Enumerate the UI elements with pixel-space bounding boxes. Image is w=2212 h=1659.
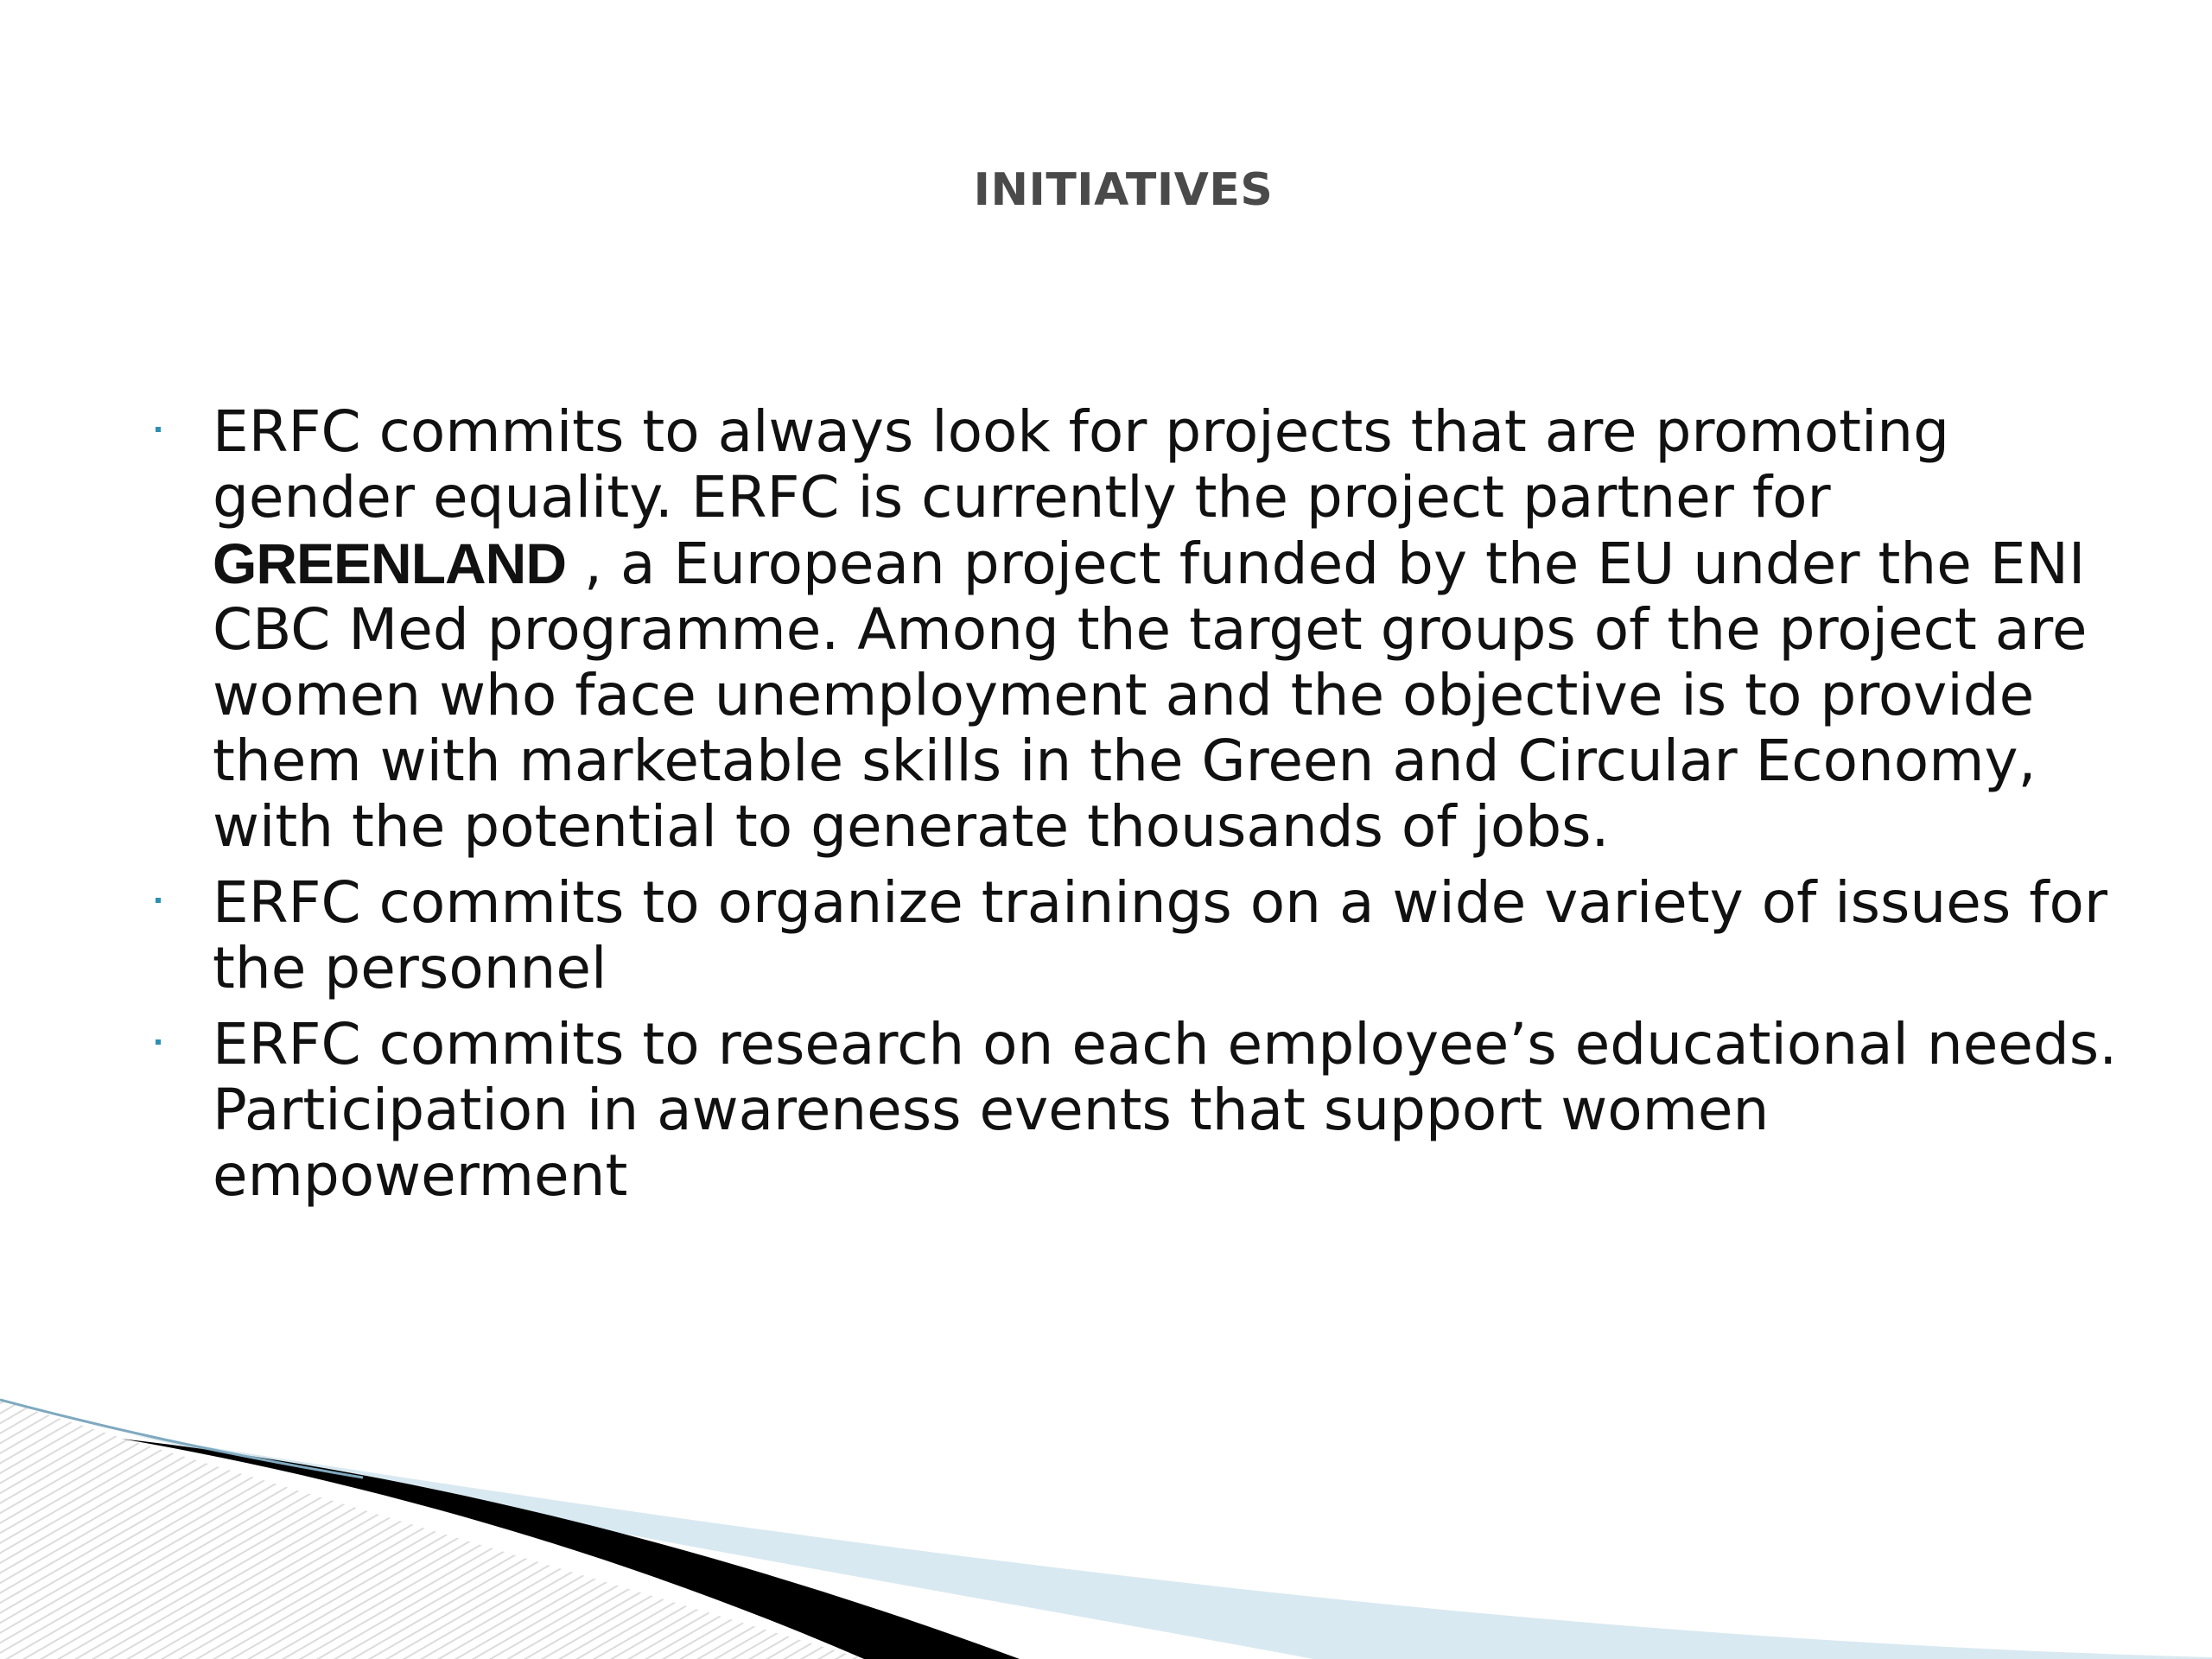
bullet-1-rest: , a European project funded by the EU under the ENI CBC Med programme. Among the target groups of the project are women who face unemployment and the objective is to provide them with marketable skills in the Green and Circular Economy, with the potential to generate thousands of jobs. — [213, 531, 2088, 860]
bullet-item-3 — [149, 1012, 2127, 1209]
decorative-swoosh — [0, 1382, 2212, 1659]
bullet-item-2 — [149, 870, 2127, 1001]
bullet-1-lead: ERFC commits to always look for projects that are promoting gender equality. ERFC is currently the project partner for — [213, 398, 1950, 531]
bullet-3-text: ERFC commits to research on each employee’s educational needs. Participation in awareness events that support women empowerment — [213, 1011, 2118, 1209]
bullet-icon — [156, 427, 161, 432]
bullet-list — [149, 399, 2127, 1219]
project-name: GREENLAND — [213, 531, 567, 595]
bullet-item-1 — [149, 399, 2127, 860]
slide-title: INITIATIVES — [973, 164, 1274, 216]
bullet-icon — [156, 1039, 161, 1045]
bullet-icon — [156, 898, 161, 903]
bullet-2-text: ERFC commits to organize trainings on a wide variety of issues for the personnel — [213, 869, 2107, 1001]
